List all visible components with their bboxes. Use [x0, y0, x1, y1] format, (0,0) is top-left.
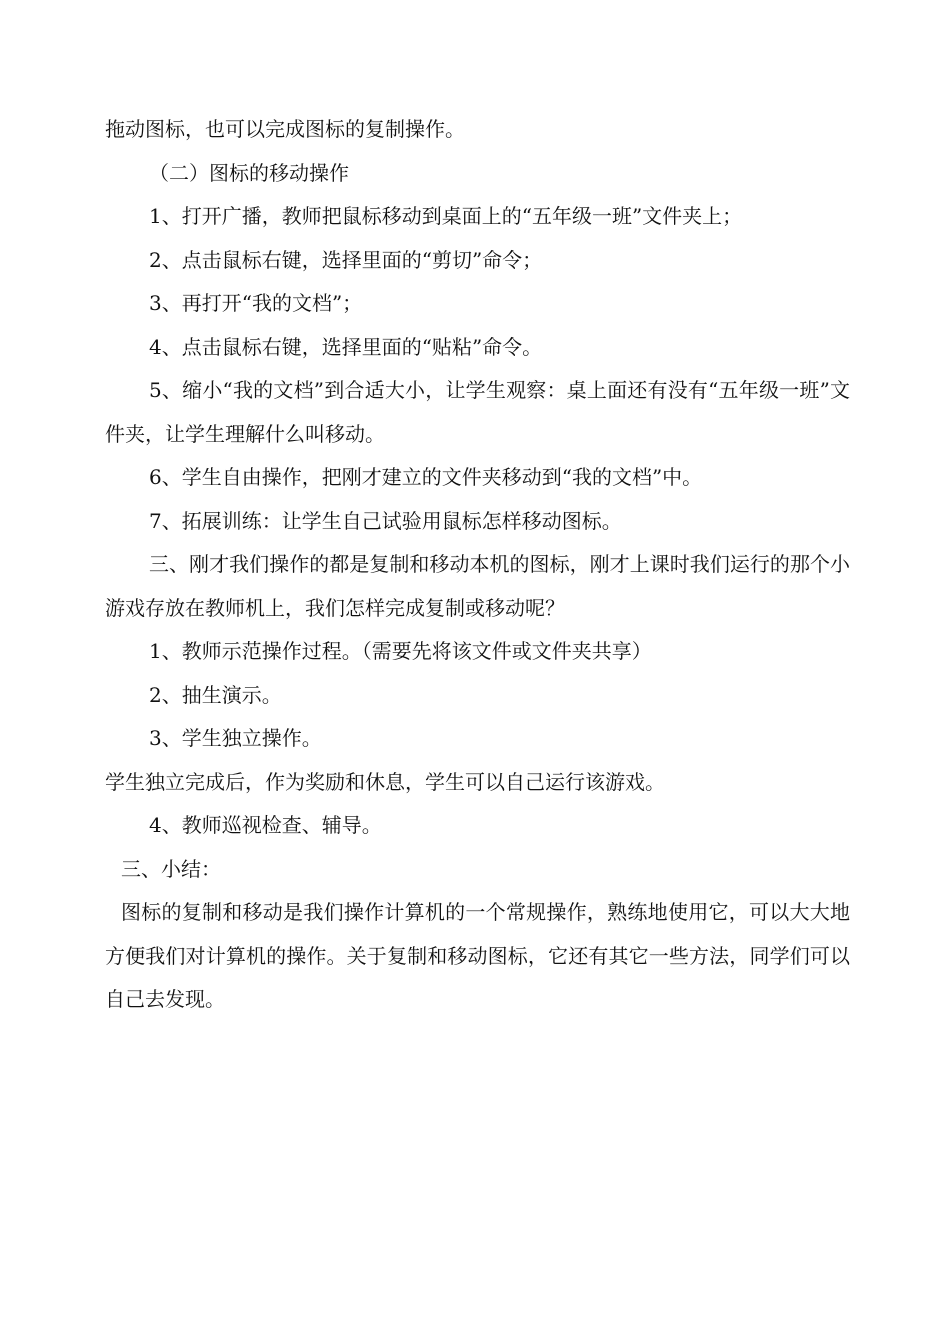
step-2: 2、点击鼠标右键，选择里面的“剪切”命令； — [149, 247, 543, 272]
section-heading-move: （二）图标的移动操作 — [149, 160, 349, 185]
remote-step-3: 3、学生独立操作。 — [149, 726, 322, 750]
reward-note: 学生独立完成后，作为奖励和休息，学生可以自己运行该游戏。 — [105, 769, 665, 794]
step-4: 4、点击鼠标右键，选择里面的“贴粘”命令。 — [149, 334, 543, 359]
step-6: 6、学生自由操作，把刚才建立的文件夹移动到“我的文档”中。 — [149, 465, 703, 489]
step-5: 5、缩小“我的文档”到合适大小，让学生观察：桌上面还有没有“五年级一班”文件夹，让学生理解什么叫移动。 — [105, 378, 850, 446]
summary-heading: 三、小结： — [121, 856, 221, 881]
step-1: 1、打开广播，教师把鼠标移动到桌面上的“五年级一班”文件夹上； — [149, 204, 743, 228]
step-3: 3、再打开“我的文档”； — [149, 291, 363, 315]
document-body — [105, 108, 850, 1022]
summary-text: 图标的复制和移动是我们操作计算机的一个常规操作，熟练地使用它，可以大大地方便我们对计算机的操作。关于复制和移动图标，它还有其它一些方法，同学们可以自己去发现。 — [105, 900, 850, 1011]
remote-step-1: 1、教师示范操作过程。（需要先将该文件或文件夹共享） — [149, 639, 652, 663]
paragraph-copy-drag: 拖动图标，也可以完成图标的复制操作。 — [105, 117, 465, 141]
step-7: 7、拓展训练：让学生自己试验用鼠标怎样移动图标。 — [149, 508, 622, 533]
section-three-intro: 三、刚才我们操作的都是复制和移动本机的图标，刚才上课时我们运行的那个小游戏存放在教师机上，我们怎样完成复制或移动呢？ — [105, 552, 850, 620]
remote-step-4: 4、教师巡视检查、辅导。 — [149, 813, 382, 837]
remote-step-2: 2、抽生演示。 — [149, 682, 282, 707]
